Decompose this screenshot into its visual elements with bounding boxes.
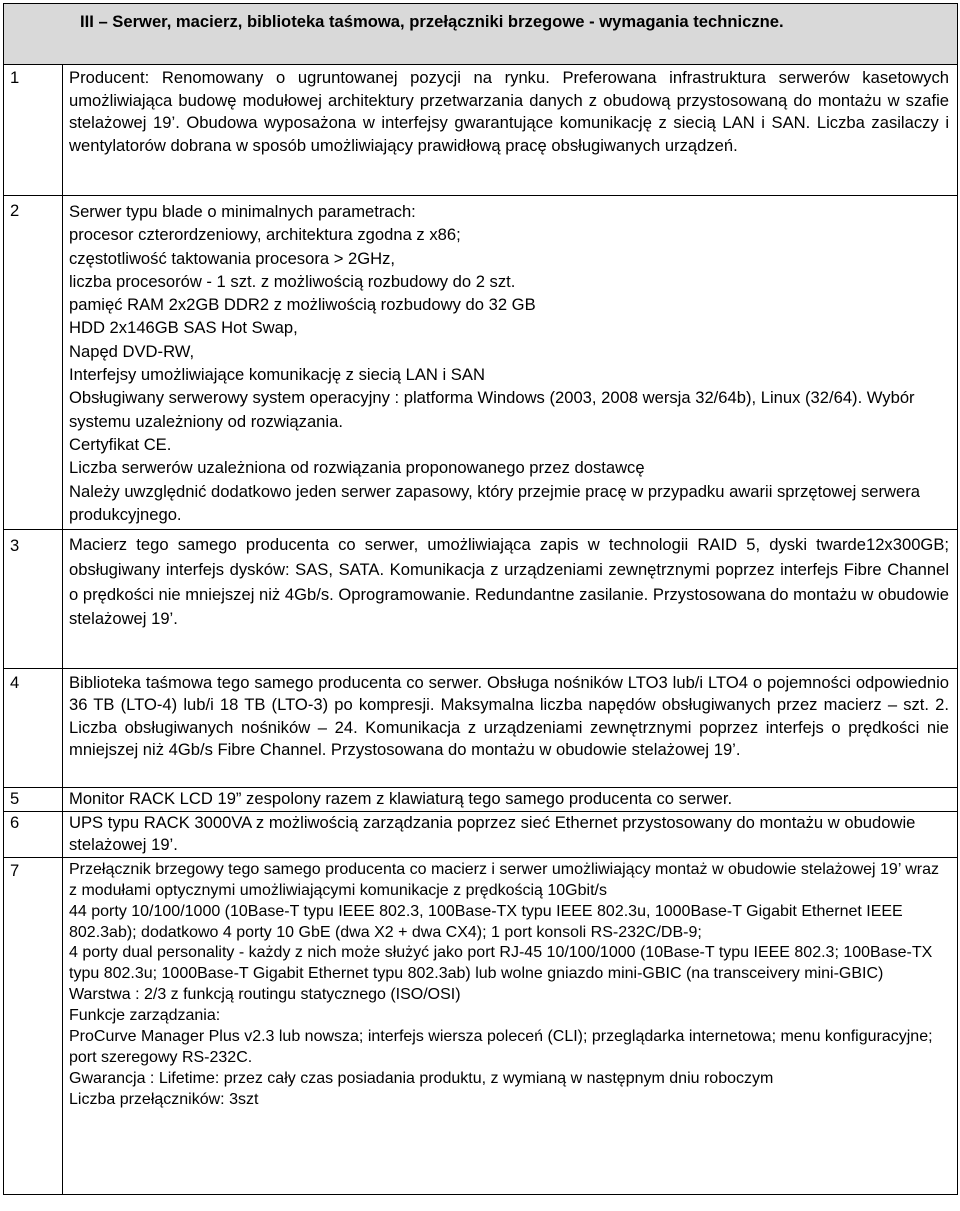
requirement-line: Przełącznik brzegowy tego samego producenta co macierz i serwer umożliwiający montaż w obudowie stelażowej 19’ wraz z modułami optycznymi umożliwiającymi komunikacje z prędkością 10Gbit/s xyxy=(69,860,940,899)
row-number: 1 xyxy=(10,68,20,87)
row-number: 5 xyxy=(10,789,20,808)
table-header-row xyxy=(4,4,958,65)
requirement-line: ProCurve Manager Plus v2.3 lub nowsza; interfejs wiersza poleceń (CLI); przeglądarka internetowa; menu konfiguracyjne; port szeregowy RS-232C. xyxy=(69,1028,933,1066)
requirement-line: 4 porty dual personality - każdy z nich może służyć jako port RJ-45 10/100/1000 (10Base-T typu IEEE 802.3; 100Base-TX typu 802.3u; 1000Base-T Gigabit Ethernet typu 802.3ab) lub wolne gniazdo mini-GBIC (na transceivery mini-GBIC) xyxy=(69,944,933,983)
row-text-cell xyxy=(63,530,958,669)
row-number: 3 xyxy=(10,536,20,555)
row-number-cell xyxy=(4,530,63,669)
row-number-cell xyxy=(4,196,63,530)
table-row xyxy=(4,857,958,1194)
requirements-table xyxy=(3,3,958,1195)
requirement-line: Warstwa : 2/3 z funkcją routingu statycznego (ISO/OSI) xyxy=(69,986,461,1004)
row-number-cell xyxy=(4,811,63,857)
row-text-cell xyxy=(63,788,958,812)
row-number: 6 xyxy=(10,812,20,832)
requirement-paragraph: UPS typu RACK 3000VA z możliwością zarządzania poprzez sieć Ethernet przystosowany do montażu w obudowie stelażowej 19’. xyxy=(69,812,916,855)
requirement-paragraph: Producent: Renomowany o ugruntowanej pozycji na rynku. Preferowana infrastruktura serwerów kasetowych umożliwiająca budowę modułowej architektury przetwarzania danych z obudową przystosowaną do montażu w szafie stelażowej 19’. Obudowa wyposażona w interfejsy gwarantujące komunikację z siecią LAN i SAN. Liczba zasilaczy i wentylatorów dobrana w sposób umożliwiający prawidłową pracę obsługiwanych urządzeń. xyxy=(69,68,950,155)
requirement-line: pamięć RAM 2x2GB DDR2 z możliwością rozbudowy do 32 GB xyxy=(69,295,536,315)
table-header-cell xyxy=(4,4,958,65)
requirement-paragraph: Macierz tego samego producenta co serwer, umożliwiająca zapis w technologii RAID 5, dyski twarde12x300GB; obsługiwany interfejs dysków: SAS, SATA. Komunikacja z urządzeniami zewnętrznymi poprzez interfejs Fibre Channel o prędkości nie mniejszej niż 4Gb/s. Oprogramowanie. Redundantne zasilanie. Przystosowana do montażu w obudowie stelażowej 19’. xyxy=(69,535,950,629)
row-text-cell xyxy=(63,196,958,530)
requirement-line: Certyfikat CE. xyxy=(69,434,172,454)
requirement-line: HDD 2x146GB SAS Hot Swap, xyxy=(69,318,298,338)
requirement-paragraph: Monitor RACK LCD 19” zespolony razem z klawiaturą tego samego producenta co serwer. xyxy=(69,789,733,808)
row-number-cell xyxy=(4,669,63,788)
row-text-cell xyxy=(63,65,958,196)
requirement-line: Należy uwzględnić dodatkowo jeden serwer zapasowy, który przejmie pracę w przypadku awarii sprzętowej serwera produkcyjnego. xyxy=(69,481,920,524)
table-row xyxy=(4,669,958,788)
table-row xyxy=(4,530,958,669)
table-row xyxy=(4,65,958,196)
requirement-line: Serwer typu blade o minimalnych parametrach: xyxy=(69,202,416,221)
row-number: 2 xyxy=(10,201,20,220)
row-text-cell xyxy=(63,669,958,788)
requirement-line: Gwarancja : Lifetime: przez cały czas posiadania produktu, z wymianą w następnym dniu roboczym xyxy=(69,1069,774,1087)
requirement-line: Napęd DVD-RW, xyxy=(69,341,195,361)
row-text-cell xyxy=(63,811,958,857)
requirement-line: Liczba przełączników: 3szt xyxy=(69,1090,259,1108)
row-number-cell xyxy=(4,788,63,812)
requirement-paragraph: Biblioteka taśmowa tego samego producenta co serwer. Obsługa nośników LTO3 lub/i LTO4 o pojemności odpowiednio 36 TB (LTO-4) lub/i 18 TB (LTO-3) po kompresji. Maksymalna liczba napędów obsługiwanych przez macierz – szt. 2. Liczba obsługiwanych nośników – 24. Komunikacja z urządzeniami zewnętrznymi poprzez interfejs o prędkości nie mniejszej niż 4Gb/s Fibre Channel. Przystosowana do montażu w obudowie stelażowej 19’. xyxy=(69,673,950,760)
requirement-line: Liczba serwerów uzależniona od rozwiązania proponowanego przez dostawcę xyxy=(69,458,645,478)
row-number-cell xyxy=(4,65,63,196)
row-number-cell xyxy=(4,857,63,1194)
table-row xyxy=(4,811,958,857)
requirement-line: procesor czterordzeniowy, architektura zgodna z x86; xyxy=(69,225,461,245)
requirement-line: liczba procesorów - 1 szt. z możliwością rozbudowy do 2 szt. xyxy=(69,271,516,291)
section-title: III – Serwer, macierz, biblioteka taśmowa, przełączniki brzegowe - wymagania techniczne. xyxy=(80,12,784,31)
requirement-line: 44 porty 10/100/1000 (10Base-T typu IEEE 802.3, 100Base-TX typu IEEE 802.3u, 1000Base-T Gigabit Ethernet IEEE 802.3ab); dodatkowo 4 porty 10 GbE (dwa X2 + dwa CX4); 1 port konsoli RS-232C/DB-9; xyxy=(69,902,903,941)
row-text-cell xyxy=(63,857,958,1194)
row-number: 4 xyxy=(10,673,20,692)
row-number: 7 xyxy=(10,860,20,880)
requirement-line: Interfejsy umożliwiające komunikację z siecią LAN i SAN xyxy=(69,365,485,385)
requirement-line: Obsługiwany serwerowy system operacyjny : platforma Windows (2003, 2008 wersja 32/64b), Linux (32/64). Wybór systemu uzależniony od rozwiązania. xyxy=(69,388,915,431)
table-row xyxy=(4,196,958,530)
table-row xyxy=(4,788,958,812)
requirement-line: częstotliwość taktowania procesora > 2GHz, xyxy=(69,248,396,268)
requirement-line: Funkcje zarządzania: xyxy=(69,1007,221,1025)
